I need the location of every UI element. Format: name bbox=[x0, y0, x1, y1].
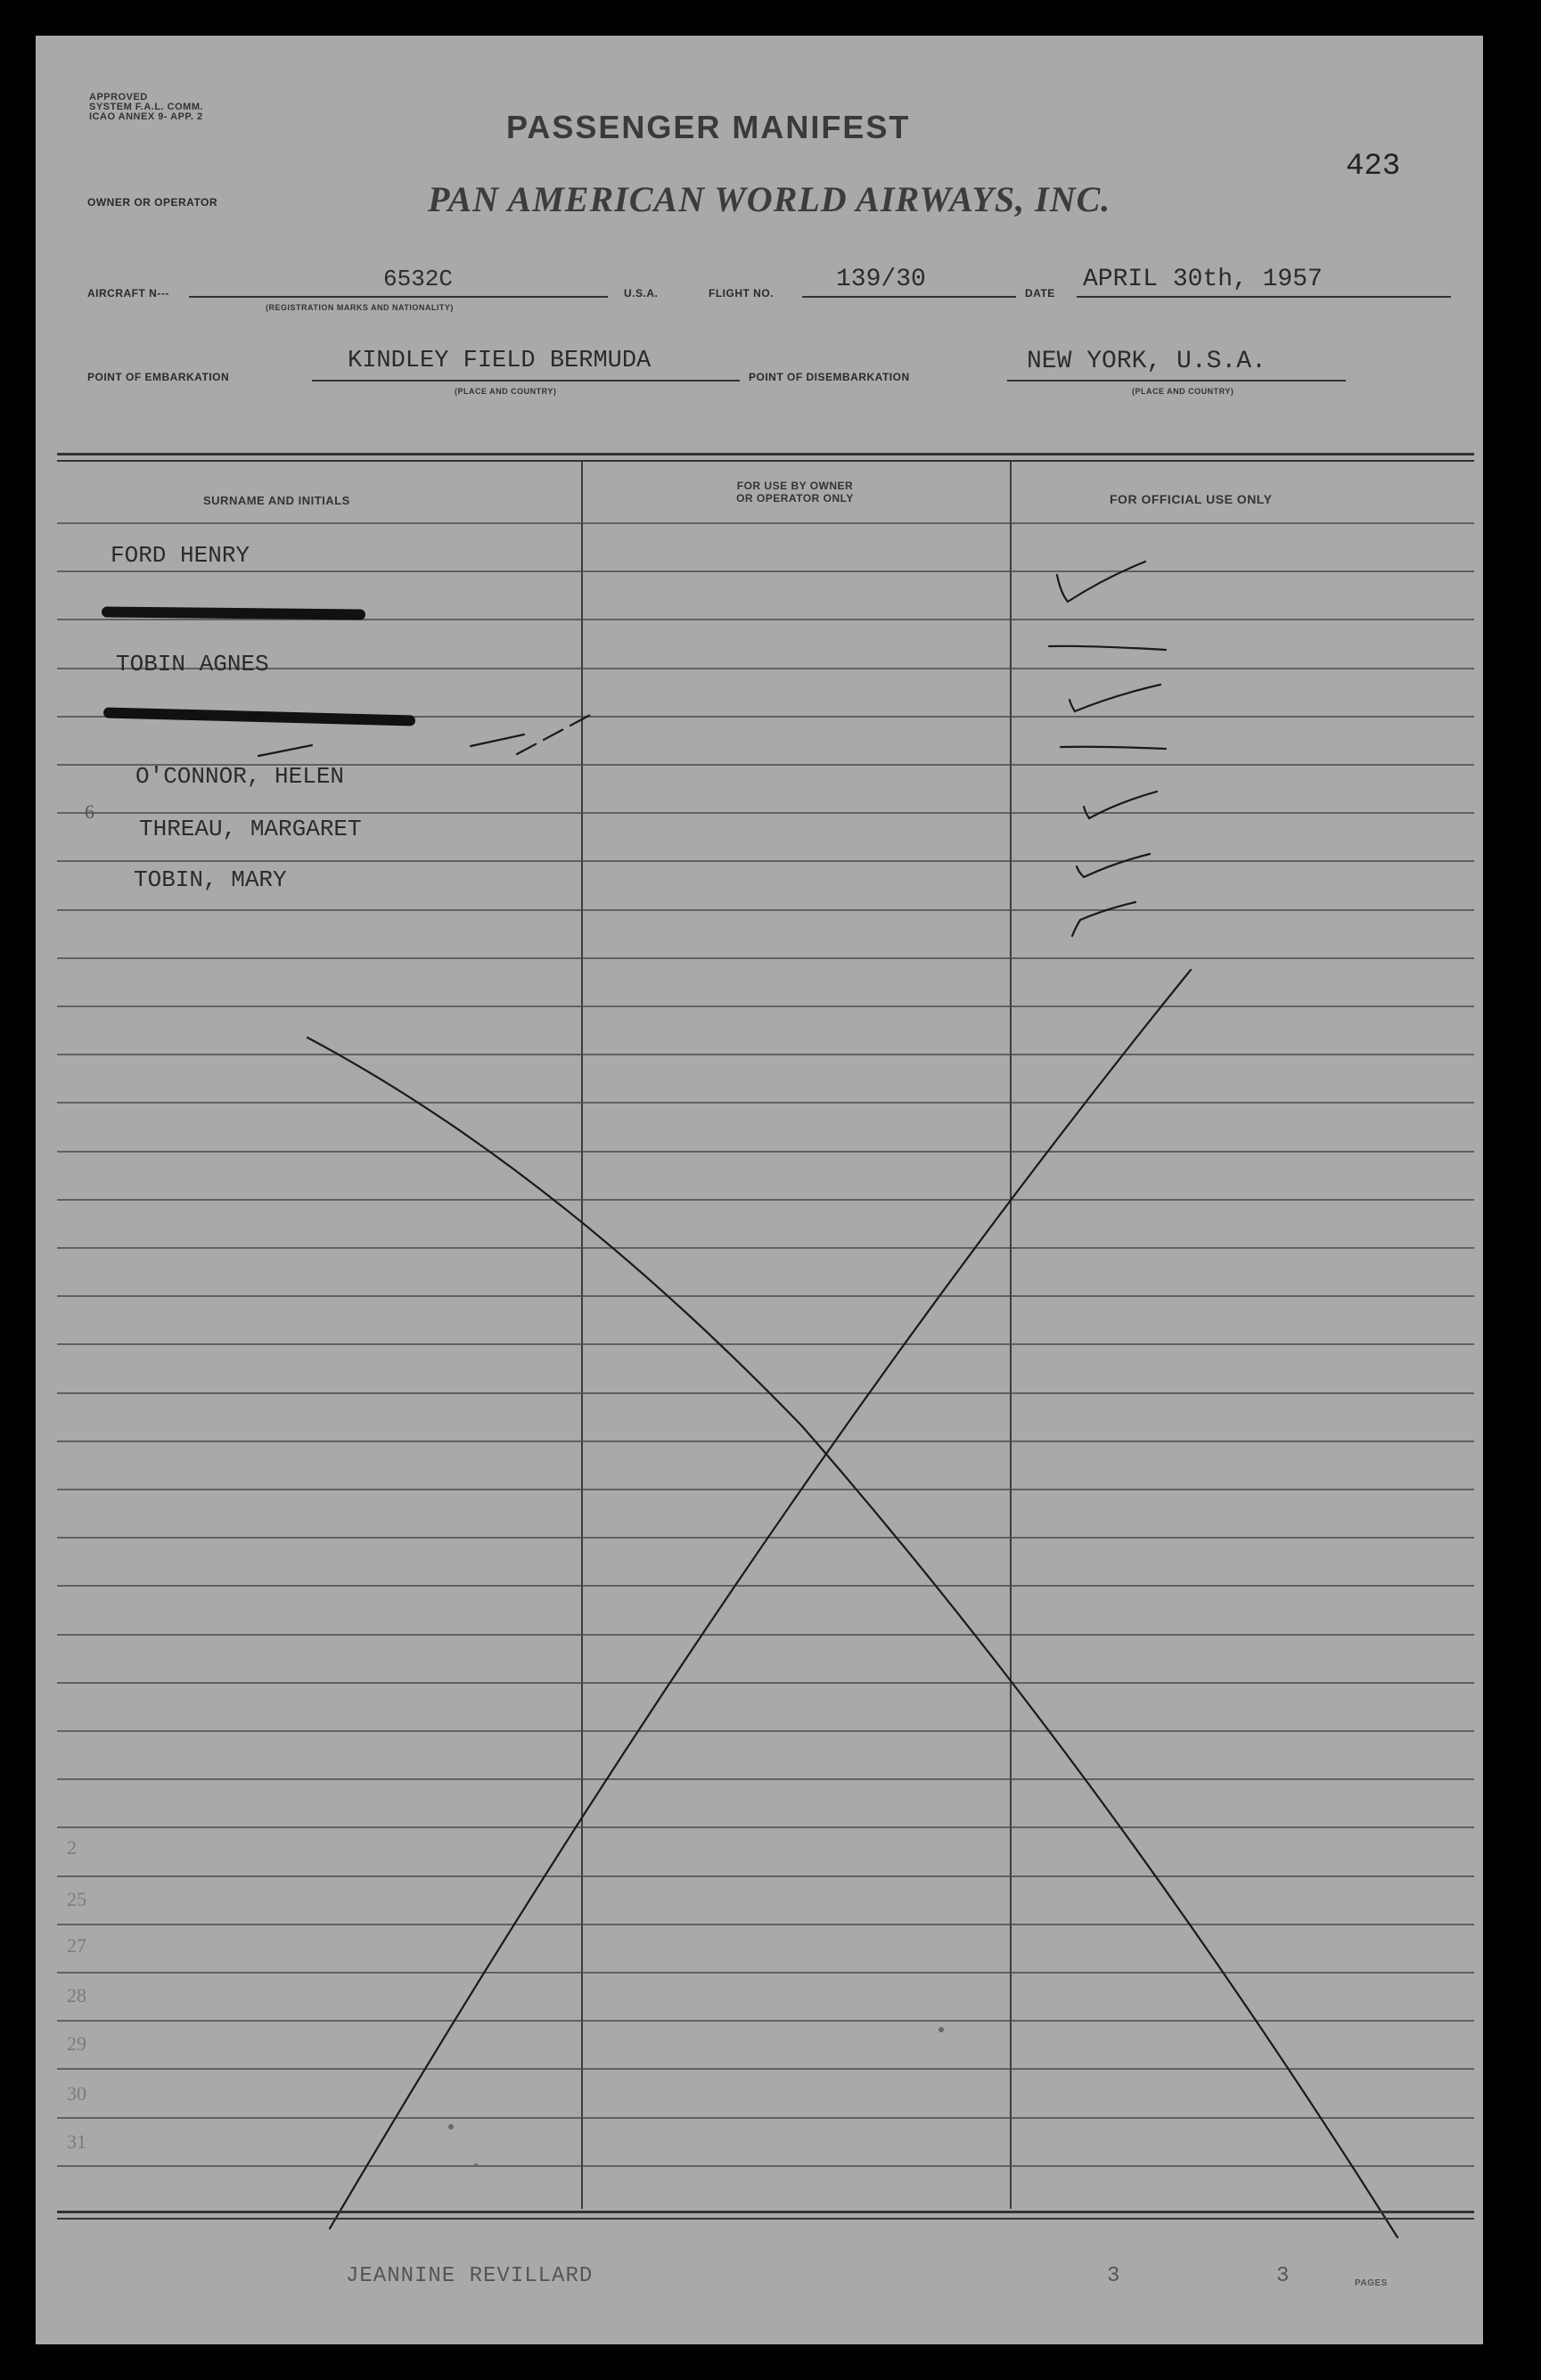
strike-line bbox=[258, 745, 312, 756]
handwritten-overlay bbox=[36, 36, 1483, 2344]
footer-page: 3 bbox=[1107, 2264, 1120, 2288]
cancel-x-stroke bbox=[330, 970, 1191, 2228]
row-number: 25 bbox=[67, 1888, 86, 1910]
col-header-owner-use-line-2: OR OPERATOR ONLY bbox=[736, 492, 854, 505]
table-bottom-rule bbox=[57, 2211, 1474, 2213]
passenger-name: TOBIN, MARY bbox=[134, 866, 287, 893]
strike-line bbox=[517, 713, 594, 754]
row-number: 2 bbox=[67, 1836, 77, 1859]
check-mark bbox=[1072, 902, 1135, 936]
disembark-value: NEW YORK, U.S.A. bbox=[1027, 348, 1266, 375]
passenger-name: FORD HENRY bbox=[111, 542, 250, 569]
check-mark bbox=[1061, 747, 1166, 749]
paper-speck bbox=[448, 2124, 454, 2130]
approval-line-2: SYSTEM F.A.L. COMM. bbox=[89, 102, 204, 112]
strike-line bbox=[471, 735, 524, 746]
footer-of: 3 bbox=[1276, 2264, 1290, 2288]
manifest-sheet bbox=[36, 36, 1483, 2344]
cancel-x-stroke bbox=[307, 1038, 1398, 2237]
col-header-surname: SURNAME AND INITIALS bbox=[203, 494, 350, 507]
embark-label: POINT OF EMBARKATION bbox=[87, 371, 230, 383]
aircraft-value: 6532C bbox=[383, 266, 454, 292]
date-value: APRIL 30th, 1957 bbox=[1083, 266, 1323, 293]
embark-sublabel: (PLACE AND COUNTRY) bbox=[455, 387, 557, 396]
page-number: 423 bbox=[1346, 150, 1401, 184]
row-number: 29 bbox=[67, 2032, 86, 2055]
margin-mark: 6 bbox=[85, 800, 94, 823]
flight-label: FLIGHT NO. bbox=[709, 287, 774, 300]
col-header-official: FOR OFFICIAL USE ONLY bbox=[1110, 492, 1273, 506]
check-mark bbox=[1084, 792, 1157, 818]
passenger-name: O'CONNOR, HELEN bbox=[135, 763, 345, 790]
date-label: DATE bbox=[1025, 287, 1055, 300]
table-bottom-rule-2 bbox=[57, 2218, 1474, 2220]
row-number: 31 bbox=[67, 2130, 86, 2153]
embark-value: KINDLEY FIELD BERMUDA bbox=[348, 348, 652, 374]
passenger-name: TOBIN AGNES bbox=[116, 651, 269, 677]
approval-line-1: APPROVED bbox=[89, 92, 148, 103]
aircraft-sublabel: (REGISTRATION MARKS AND NATIONALITY) bbox=[266, 303, 454, 312]
check-mark bbox=[1049, 646, 1166, 650]
row-number: 27 bbox=[67, 1934, 86, 1957]
footer-name: JEANNINE REVILLARD bbox=[346, 2264, 594, 2288]
flight-value: 139/30 bbox=[836, 266, 926, 293]
col-header-owner-use-line-1: FOR USE BY OWNER bbox=[736, 480, 854, 492]
owner-label: OWNER OR OPERATOR bbox=[87, 196, 218, 209]
check-mark bbox=[1077, 854, 1150, 877]
paper-speck bbox=[939, 2027, 944, 2032]
row-number: 28 bbox=[67, 1984, 86, 2007]
check-mark bbox=[1070, 685, 1160, 711]
passenger-name: THREAU, MARGARET bbox=[139, 816, 362, 842]
paper-speck bbox=[474, 2163, 478, 2167]
form-title: PASSENGER MANIFEST bbox=[506, 109, 911, 145]
disembark-label: POINT OF DISEMBARKATION bbox=[749, 371, 910, 383]
aircraft-label: AIRCRAFT N--- bbox=[87, 287, 169, 300]
aircraft-suffix: U.S.A. bbox=[624, 287, 659, 300]
disembark-sublabel: (PLACE AND COUNTRY) bbox=[1132, 387, 1234, 396]
row-number: 30 bbox=[67, 2082, 86, 2105]
footer-page-label: PAGES bbox=[1355, 2278, 1388, 2288]
check-mark bbox=[1057, 562, 1145, 602]
owner-value: PAN AMERICAN WORLD AIRWAYS, INC. bbox=[428, 179, 1111, 219]
approval-line-3: ICAO ANNEX 9- APP. 2 bbox=[89, 111, 203, 122]
